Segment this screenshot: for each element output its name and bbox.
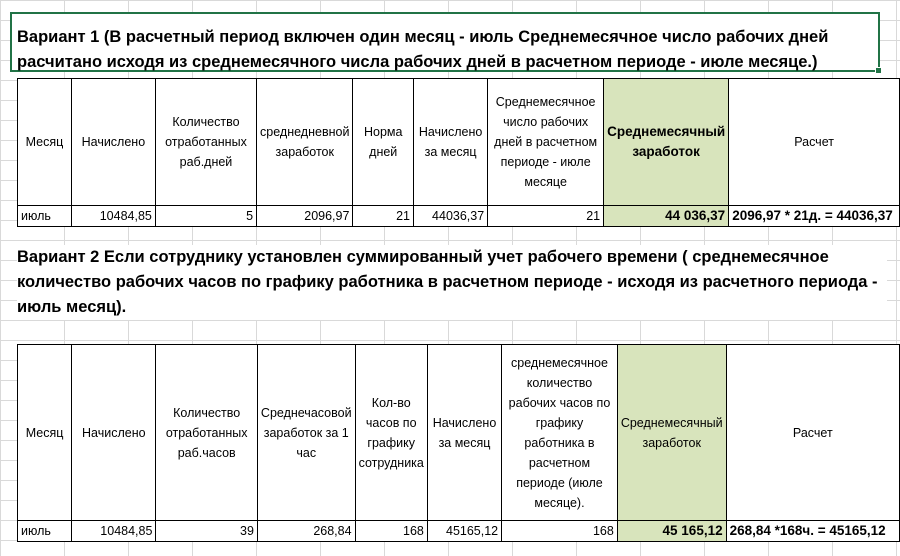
data-cell[interactable]: 268,84 *168ч. = 45165,12 [726,521,899,542]
table-row [18,206,900,227]
data-cell[interactable]: 10484,85 [72,521,156,542]
data-cell[interactable]: 21 [488,206,604,227]
data-cell[interactable]: 5 [155,206,256,227]
header-cell[interactable]: среднедневной заработок [257,79,353,206]
variant2-title[interactable]: Вариант 2 Если сотруднику установлен суммированный учет рабочего времени ( среднемесячное количество рабочих часов по графику работника в расчетном периоде - исходя из расчетного периода - июль месяц). [17,245,887,320]
table-row [18,521,900,542]
data-cell[interactable]: 2096,97 * 21д. = 44036,37 [729,206,900,227]
header-cell[interactable]: Кол-во часов по графику сотрудника [355,345,427,521]
variant1-title[interactable]: Вариант 1 (В расчетный период включен один месяц - июль Среднемесячное число рабочих дней расчитано исходя из среднемесячного числа рабочих дней в расчетном периоде - июле месяце.) [17,28,829,71]
header-cell[interactable]: Среднечасовой заработок за 1 час [257,345,355,521]
table-header-row [18,345,900,521]
data-cell[interactable]: 168 [355,521,427,542]
data-cell-highlighted[interactable]: 44 036,37 [604,206,729,227]
data-cell[interactable]: 168 [502,521,618,542]
header-cell[interactable]: Месяц [18,345,72,521]
data-cell[interactable]: 268,84 [257,521,355,542]
data-cell[interactable]: июль [18,521,72,542]
header-cell[interactable]: Количество отработанных раб.дней [155,79,256,206]
data-cell[interactable]: 10484,85 [71,206,155,227]
header-cell[interactable]: Среднемесячное число рабочих дней в расчетном периоде - июле месяце [488,79,604,206]
data-cell[interactable]: 21 [353,206,414,227]
data-cell-highlighted[interactable]: 45 165,12 [617,521,726,542]
header-cell-highlighted[interactable]: Среднемесячный заработок [604,79,729,206]
header-cell[interactable]: среднемесячное количество рабочих часов по графику работника в расчетном периоде (июле месяце). [502,345,618,521]
data-cell[interactable]: 2096,97 [257,206,353,227]
data-cell[interactable]: 44036,37 [414,206,488,227]
header-cell[interactable]: Начислено за месяц [414,79,488,206]
variant1-table [17,78,900,227]
data-cell[interactable]: 39 [156,521,257,542]
header-cell[interactable]: Месяц [18,79,72,206]
header-cell[interactable]: Начислено за месяц [427,345,501,521]
variant2-table [17,344,900,542]
header-cell[interactable]: Расчет [726,345,899,521]
header-cell[interactable]: Начислено [72,345,156,521]
header-cell[interactable]: Расчет [729,79,900,206]
header-cell[interactable]: Количество отработанных раб.часов [156,345,257,521]
header-cell[interactable]: Норма дней [353,79,414,206]
table-header-row [18,79,900,206]
header-cell-highlighted[interactable]: Среднемесячный заработок [617,345,726,521]
header-cell[interactable]: Начислено [71,79,155,206]
data-cell[interactable]: июль [18,206,72,227]
data-cell[interactable]: 45165,12 [427,521,501,542]
